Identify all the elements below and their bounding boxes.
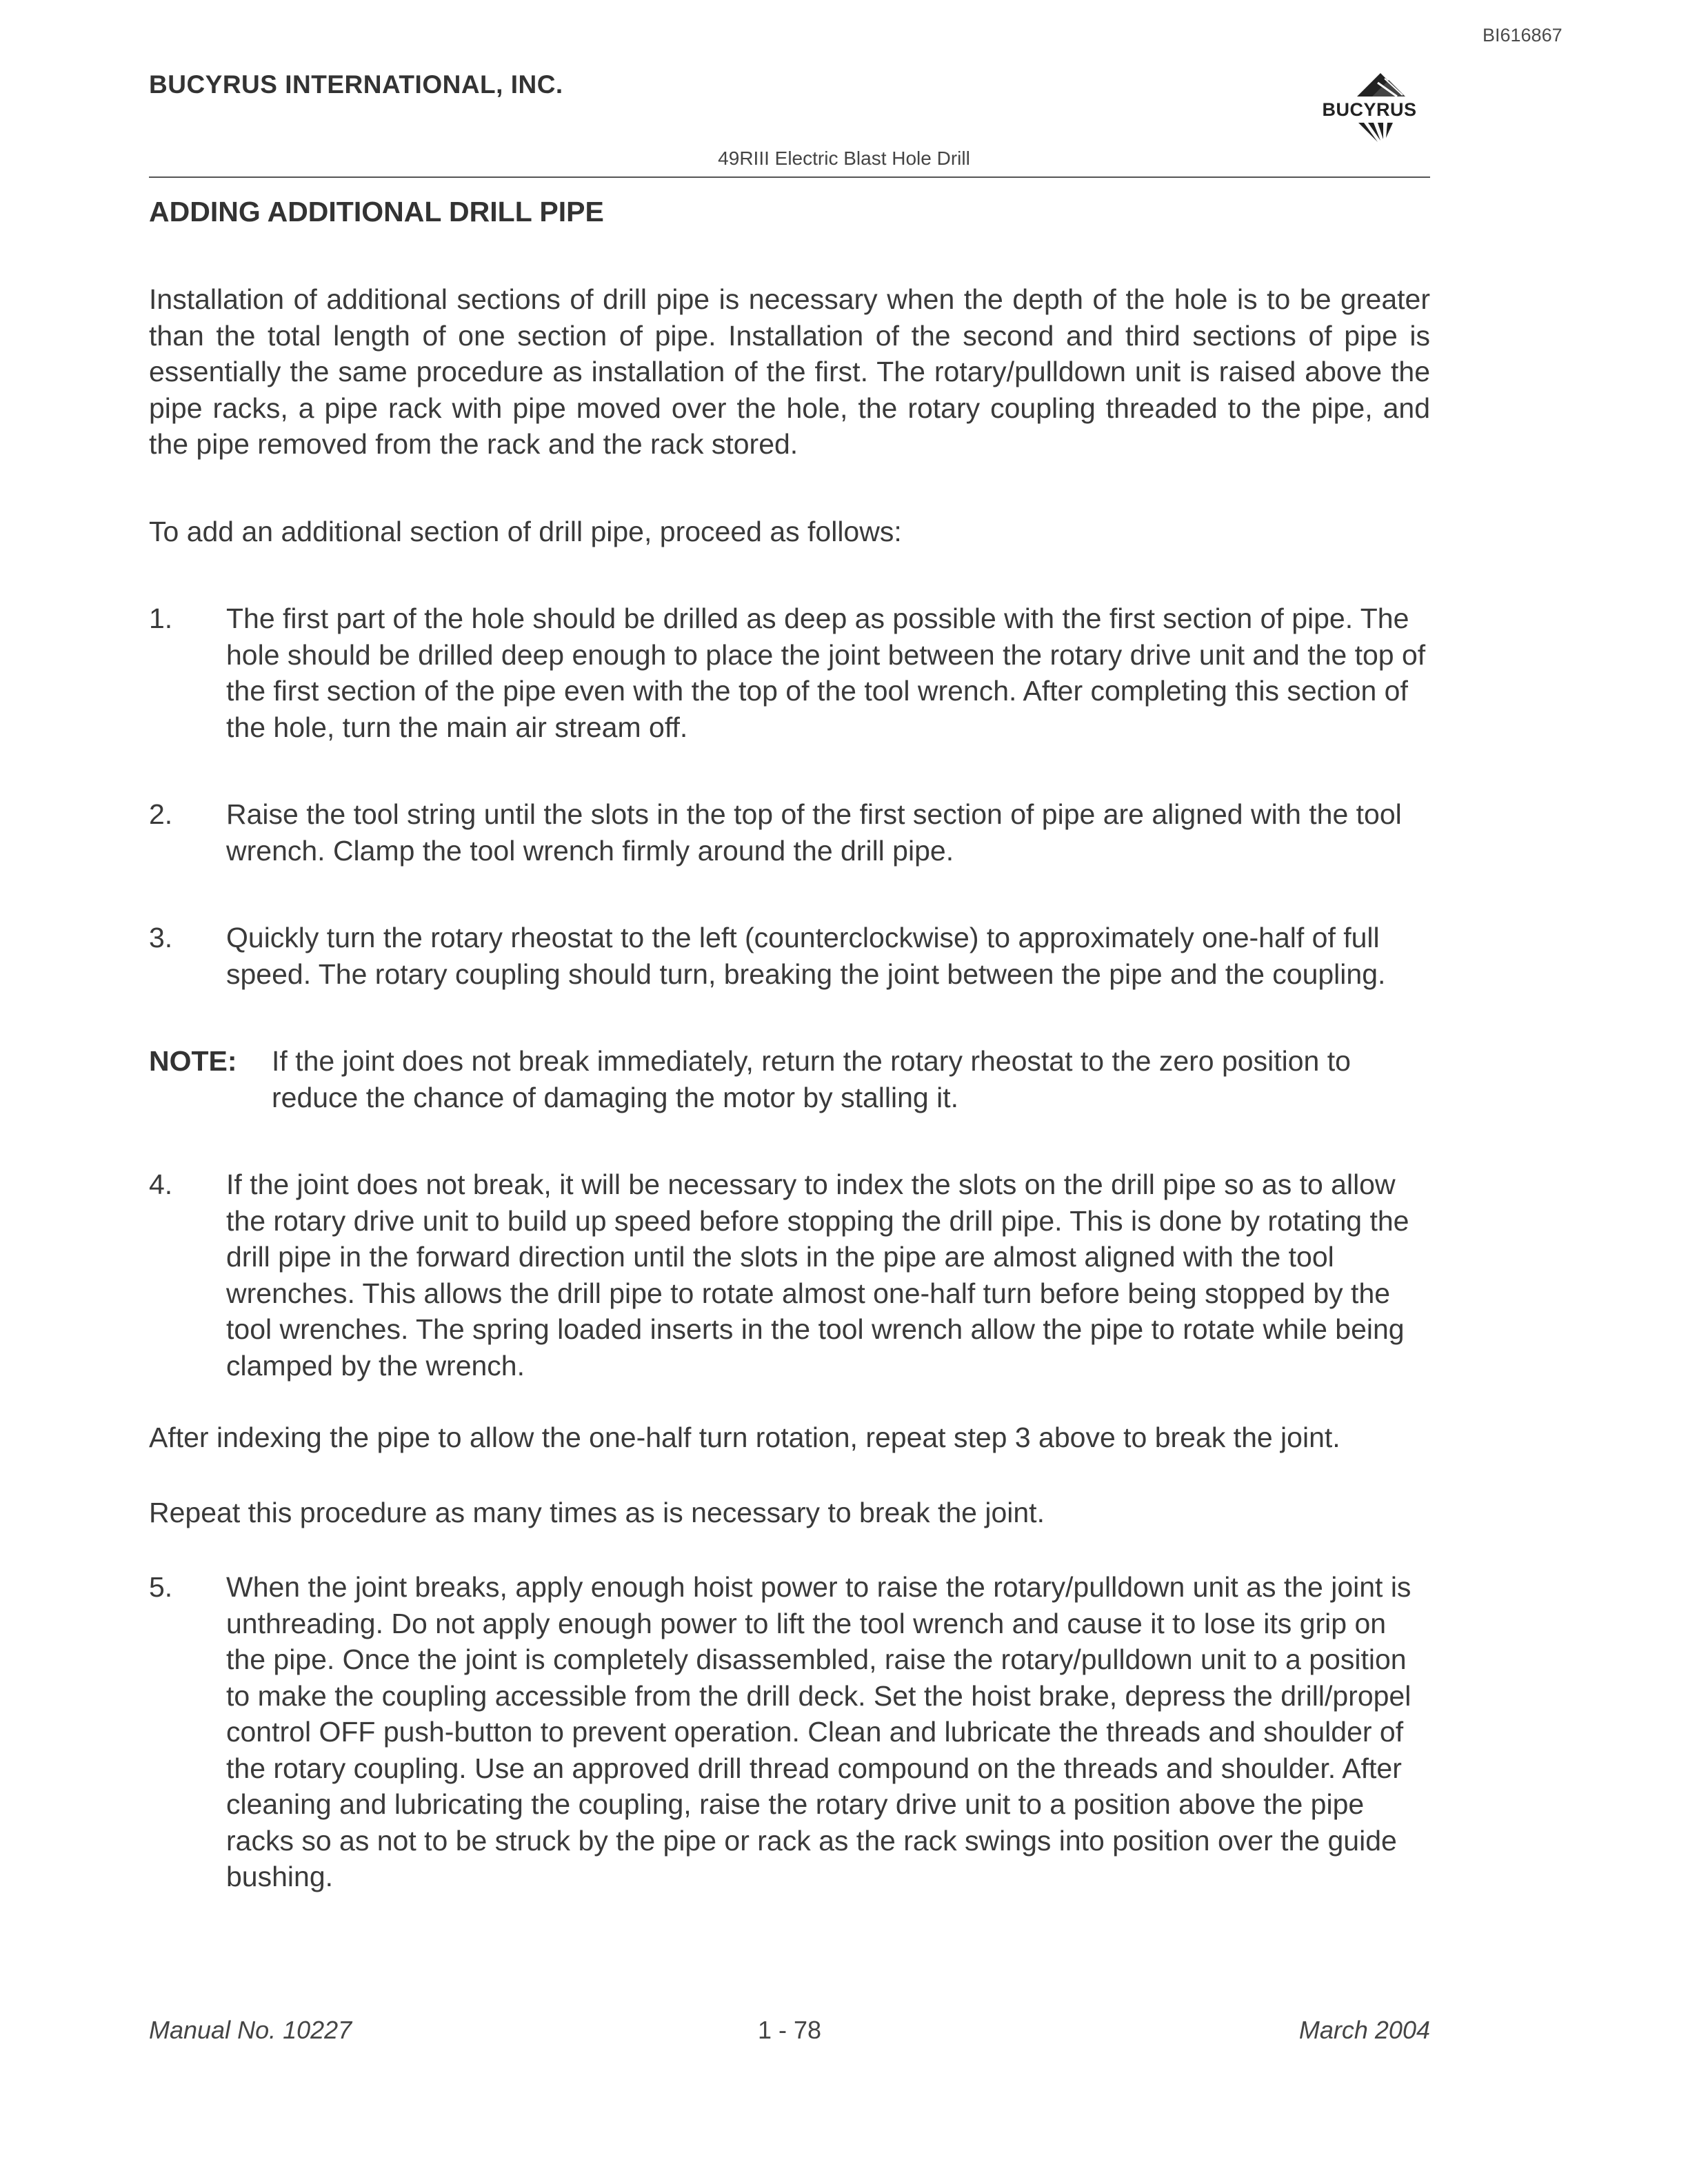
note-block (149, 1043, 1430, 1115)
step-text: Raise the tool string until the slots in the top of the first section of pipe are aligned with the tool wrench. Clamp the tool wrench firmly around the drill pipe. (226, 798, 1402, 867)
step-5 (149, 1569, 1430, 1895)
note-label: NOTE: (149, 1045, 237, 1077)
note-text: If the joint does not break immediately, return the rotary rheostat to the zero position to reduce the chance of damaging the motor by stalling it. (272, 1045, 1351, 1113)
manual-number: Manual No. 10227 (149, 2016, 352, 2044)
step-2 (149, 796, 1430, 869)
step-3 (149, 920, 1430, 992)
step-text: If the joint does not break, it will be necessary to index the slots on the drill pipe so as to allow the rotary drive unit to build up speed before stopping the drill pipe. This is done by rotating the drill pipe in the forward direction until the slots in the pipe are almost aligned with the tool wrenches. This allows the drill pipe to rotate almost one-half turn before being stopped by the tool wrenches. The spring loaded inserts in the tool wrench allow the pipe to rotate while being clamped by the wrench. (226, 1169, 1409, 1382)
step-text: Quickly turn the rotary rheostat to the left (counterclockwise) to approximately one-half of full speed. The rotary coupling should turn, breaking the joint between the pipe and the coupling. (226, 922, 1386, 990)
step-4 (149, 1166, 1430, 1384)
step-number: 4. (149, 1169, 173, 1200)
step-number: 2. (149, 798, 173, 830)
step-text: The first part of the hole should be drilled as deep as possible with the first section of pipe. The hole should be drilled deep enough to place the joint between the rotary drive unit and the top of the first section of the pipe even with the top of the tool wrench. After completing this section of the hole, turn the main air stream off. (226, 603, 1426, 743)
repeat-procedure-paragraph: Repeat this procedure as many times as is necessary to break the joint. (149, 1496, 1045, 1528)
intro-paragraph: Installation of additional sections of drill pipe is necessary when the depth of the hole is to be greater than the total length of one section of pipe. Installation of the second and third sections of pipe is essentially the same procedure as installation of the first. The rotary/pulldown unit is raised above the pipe racks, a pipe rack with pipe moved over the hole, the rotary coupling threaded to the pipe, and the pipe removed from the rack and the rack stored. (149, 283, 1430, 460)
step-number: 5. (149, 1571, 173, 1603)
manual-subtitle: 49RIII Electric Blast Hole Drill (718, 148, 970, 169)
step-1 (149, 600, 1430, 745)
step-number: 3. (149, 922, 173, 953)
header-divider (149, 176, 1430, 178)
page-number: 1 - 78 (757, 2016, 822, 2044)
lead-in-paragraph: To add an additional section of drill pipe, proceed as follows: (149, 515, 902, 547)
bucyrus-logo (1309, 69, 1430, 152)
document-id: BI616867 (1483, 25, 1563, 46)
step-number: 1. (149, 603, 173, 634)
document-body (149, 281, 1430, 1946)
step-text: When the joint breaks, apply enough hoist power to raise the rotary/pulldown unit as the joint is unthreading. Do not apply enough power to lift the tool wrench and cause it to lose its grip on the pipe. Once the joint is completely disassembled, raise the rotary/pulldown unit to a position to make the coupling accessible from the drill deck. Set the hoist brake, depress the drill/propel control OFF push-button to prevent operation. Clean and lubricate the threads and shoulder of the rotary coupling. Use an approved drill thread compound on the threads and shoulder. After cleaning and lubricating the coupling, raise the rotary drive unit to a position above the pipe racks so as not to be struck by the pipe or rack as the rack swings into position over the guide bushing. (226, 1571, 1411, 1892)
section-title: ADDING ADDITIONAL DRILL PIPE (149, 196, 604, 228)
logo-text: BUCYRUS (1322, 99, 1417, 120)
after-indexing-paragraph: After indexing the pipe to allow the one-half turn rotation, repeat step 3 above to break the joint. (149, 1422, 1340, 1453)
publication-date: March 2004 (1298, 2016, 1430, 2044)
company-name: BUCYRUS INTERNATIONAL, INC. (149, 70, 563, 99)
